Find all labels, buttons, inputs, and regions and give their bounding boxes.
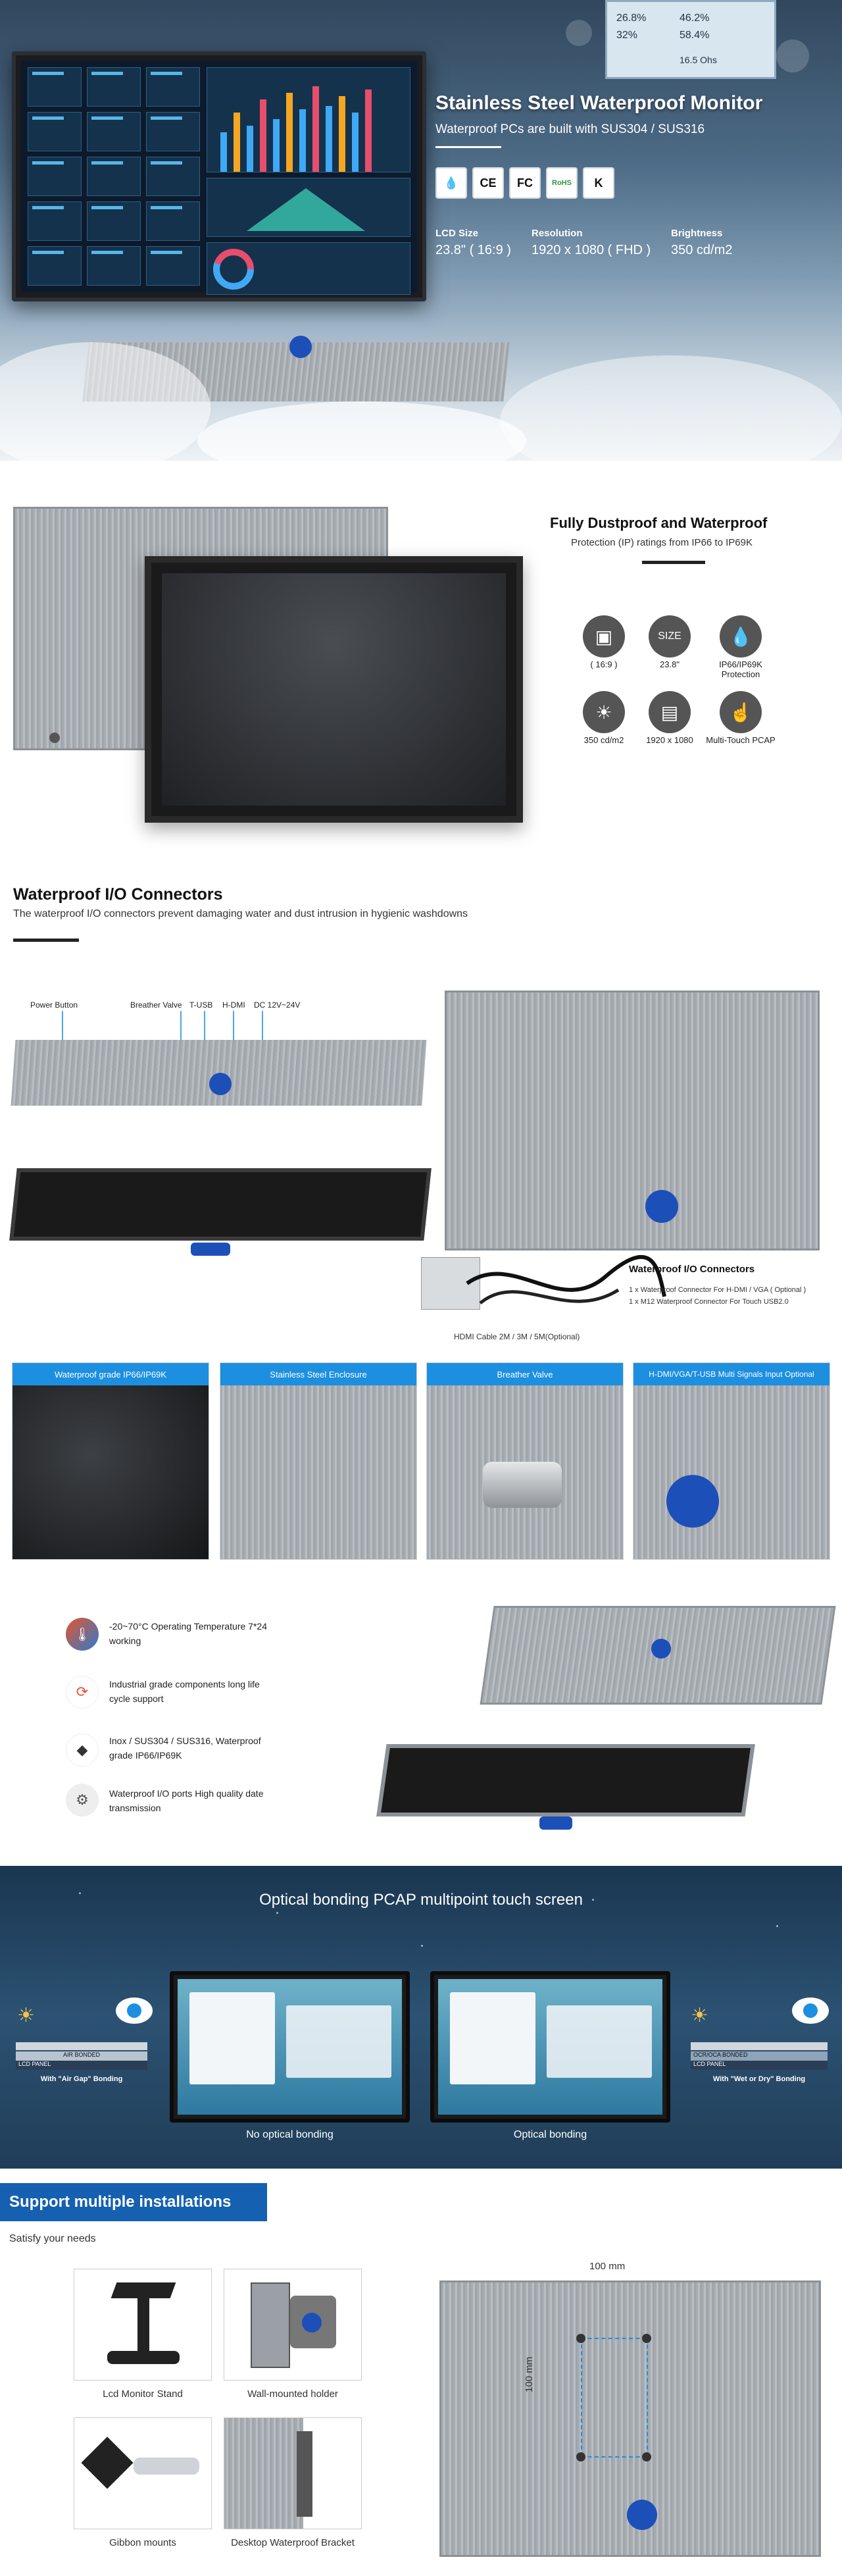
rohs-cert-icon: RoHS <box>546 167 578 199</box>
mount-gibbon-image <box>74 2417 212 2529</box>
vesa-plate-icon <box>81 2436 133 2488</box>
desktop-screen <box>178 1979 402 2115</box>
dim-line <box>581 2456 647 2458</box>
spec-value: 350 cd/m2 <box>671 243 733 257</box>
inset-value: 46.2% <box>680 13 710 24</box>
dim-line <box>581 2338 647 2339</box>
steel-texture <box>220 1385 416 1559</box>
shield-icon: ◆ <box>66 1734 99 1766</box>
eye-icon <box>116 1997 153 2024</box>
glass-layer <box>691 2042 828 2050</box>
cable-icon <box>460 1244 671 1323</box>
optical-section <box>0 1866 842 2169</box>
blue-connector-icon <box>666 1475 719 1528</box>
installation-banner: Support multiple installations <box>0 2183 267 2221</box>
card-heading: H-DMI/VGA/T-USB Multi Signals Input Optional <box>633 1363 830 1385</box>
card-breather-valve <box>426 1362 624 1560</box>
screw-hole-icon <box>576 2334 585 2343</box>
dashboard-tile <box>146 157 200 196</box>
eye-icon <box>792 1997 829 2024</box>
bar-chart-panel <box>207 67 410 172</box>
kc-cert-icon: K <box>583 167 614 199</box>
hdmi-connector-icon <box>209 1073 232 1095</box>
lcd-panel-layer: LCD PANEL <box>691 2061 828 2070</box>
mount-label: Wall-mounted holder <box>247 2388 338 2400</box>
sun-icon: ☀ <box>17 2005 35 2026</box>
bonding-caption: Optical bonding <box>513 2129 587 2140</box>
dashboard-tile <box>28 157 82 196</box>
dashboard-tile <box>146 112 200 151</box>
arm-icon <box>134 2458 199 2475</box>
io-section <box>0 849 842 1813</box>
breather-valve-icon <box>483 1462 562 1508</box>
resolution-icon: ▤ <box>649 691 691 733</box>
feature-label: Multi-Touch PCAP <box>706 735 776 745</box>
dimension-horizontal: 100 mm <box>589 2261 626 2272</box>
dashboard-tile <box>146 67 200 107</box>
ocr-bonded-layer: OCR/OCA BONDED <box>691 2051 828 2061</box>
star <box>421 1945 423 1947</box>
air-bonded-layer: AIR BONDED <box>16 2051 147 2061</box>
temperature-icon: 🌡 <box>66 1618 99 1651</box>
hero-section <box>0 0 842 461</box>
stand-pole-icon <box>137 2298 149 2351</box>
connector-icon <box>289 336 312 358</box>
bokeh-light <box>566 20 592 46</box>
dustproof-section <box>0 461 842 849</box>
io-title: Waterproof I/O Connectors <box>13 885 223 904</box>
mount-label: Lcd Monitor Stand <box>103 2388 183 2400</box>
mount-label: Gibbon mounts <box>109 2537 176 2548</box>
wet-screen <box>162 573 506 806</box>
mount-label: Desktop Waterproof Bracket <box>231 2537 355 2548</box>
card-waterproof-grade <box>12 1362 209 1560</box>
inset-value: 58.4% <box>680 30 710 41</box>
touch-icon: ☝ <box>720 691 762 733</box>
donut-chart-panel <box>207 242 410 295</box>
app-window <box>189 1992 275 2084</box>
dashboard-tile <box>87 246 141 286</box>
card-steel-enclosure <box>220 1362 417 1560</box>
feature-text: Waterproof I/O ports High quality date transmission <box>109 1788 264 1813</box>
spec-label: LCD Size <box>435 228 479 239</box>
connector-line: 1 x Waterproof Connector For H-DMI / VGA ( Optional ) <box>629 1286 806 1294</box>
feature-text: -20~70°C Operating Temperature 7*24 working <box>109 1621 267 1646</box>
label-dc-power: DC 12V~24V <box>254 1000 301 1010</box>
hero-background-screen <box>605 0 776 79</box>
air-gap-note: With "Air Gap" Bonding <box>40 2075 123 2083</box>
fcc-cert-icon: FC <box>509 167 541 199</box>
m12-connector-icon <box>645 1190 678 1223</box>
optical-title: Optical bonding PCAP multipoint touch screen <box>259 1891 583 1909</box>
star <box>276 1912 278 1914</box>
feature-label: 23.8" <box>660 659 680 669</box>
stand-head-icon <box>111 2282 176 2298</box>
donut-chart-icon <box>207 243 260 296</box>
io-divider <box>13 939 79 942</box>
card-heading: Breather Valve <box>427 1363 623 1385</box>
steel-panel-icon <box>224 2418 303 2529</box>
label-power-button: Power Button <box>30 1000 78 1010</box>
connector-line: 1 x M12 Waterproof Connector For Touch USB2.0 <box>629 1298 789 1306</box>
dustproof-divider <box>642 561 705 564</box>
bottom-connector-icon <box>191 1243 230 1256</box>
feature-label: 350 cd/m2 <box>583 735 624 745</box>
ce-cert-icon: CE <box>472 167 504 199</box>
monitor-optical-bonding <box>430 1971 670 2123</box>
label-breather-valve: Breather Valve <box>130 1000 182 1010</box>
screw-hole-icon <box>642 2452 651 2461</box>
inset-value: 26.8% <box>616 13 647 24</box>
monitor-bottom-view <box>9 1168 432 1241</box>
hero-monitor <box>12 51 426 301</box>
port-icon: ⚙ <box>66 1784 99 1816</box>
area-chart-panel <box>207 178 410 237</box>
cable-note: HDMI Cable 2M / 3M / 5M(Optional) <box>454 1332 580 1341</box>
vesa-rear-panel <box>439 2280 821 2557</box>
monitor-no-bonding <box>170 1971 410 2123</box>
feature-label: 1920 x 1080 <box>646 735 693 745</box>
feature-text: Industrial grade components long life cycle support <box>109 1679 260 1704</box>
dashboard-tile <box>146 201 200 241</box>
spec-value: 23.8" ( 16:9 ) <box>435 243 511 257</box>
dashboard-tile <box>87 157 141 196</box>
water-drop-icon: 💧 <box>720 615 762 657</box>
spec-label: Brightness <box>671 228 723 239</box>
waterproof-cert-icon: 💧 <box>435 167 467 199</box>
bracket-arm-icon <box>297 2431 312 2517</box>
size-icon: SIZE <box>649 615 691 657</box>
dashboard-tile <box>28 201 82 241</box>
dimension-vertical: 100 mm <box>524 2356 535 2392</box>
no-bonding-caption: No optical bonding <box>246 2129 334 2140</box>
dashboard-screen <box>21 61 417 292</box>
feature-label: IP66/IP69K Protection <box>719 659 762 679</box>
card-signal-inputs <box>633 1362 830 1560</box>
screw-hole-icon <box>576 2452 585 2461</box>
m12-connector-icon <box>627 2500 657 2530</box>
mount-desktop-image <box>224 2417 362 2529</box>
hero-subtitle: Waterproof PCs are built with SUS304 / SUS316 <box>435 122 705 136</box>
mount-wall-image <box>224 2269 362 2381</box>
card-heading: Stainless Steel Enclosure <box>220 1363 416 1385</box>
mount-stand-image <box>74 2269 212 2381</box>
hero-title: Stainless Steel Waterproof Monitor <box>435 92 763 114</box>
dashboard-tile <box>87 67 141 107</box>
bokeh-light <box>776 39 809 72</box>
label-t-usb: T-USB <box>189 1000 213 1010</box>
dim-line <box>647 2338 648 2456</box>
dashboard-tile <box>28 112 82 151</box>
area-chart-icon <box>207 178 411 238</box>
feature-text: Inox / SUS304 / SUS316, Waterproof grade IP66/IP69K <box>109 1736 261 1761</box>
steel-rear-large <box>445 991 820 1250</box>
card-heading: Waterproof grade IP66/IP69K <box>12 1363 209 1385</box>
io-subtitle: The waterproof I/O connectors prevent damaging water and dust intrusion in hygienic washdowns <box>13 908 468 919</box>
power-button-icon <box>49 733 60 743</box>
dustproof-title: Fully Dustproof and Waterproof <box>550 515 768 531</box>
feature-label: ( 16:9 ) <box>590 659 618 669</box>
app-window <box>286 2005 391 2078</box>
installation-section <box>0 2169 842 2576</box>
spec-value: 1920 x 1080 ( FHD ) <box>532 243 651 257</box>
screw-hole-icon <box>642 2334 651 2343</box>
stand-base-icon <box>107 2351 180 2364</box>
monitor-front <box>145 556 523 823</box>
spec-label: Resolution <box>532 228 583 239</box>
inset-value: 16.5 Ohs <box>680 55 717 65</box>
aspect-ratio-icon: ▣ <box>583 615 625 657</box>
installation-subtitle: Satisfy your needs <box>9 2233 96 2244</box>
knob-icon <box>302 2313 322 2332</box>
star <box>776 1925 778 1927</box>
dim-line <box>581 2338 582 2456</box>
bottom-connector-icon <box>539 1816 572 1830</box>
spec-resolution <box>532 228 651 258</box>
desktop-screen <box>438 1979 662 2115</box>
inset-value: 32% <box>616 30 638 41</box>
app-window <box>547 2005 652 2078</box>
steel-texture <box>633 1385 830 1559</box>
glass-layer <box>16 2042 147 2050</box>
sun-icon: ☀ <box>691 2005 708 2026</box>
wall-plate-icon <box>251 2282 290 2368</box>
dashboard-tile <box>87 112 141 151</box>
dashboard-tile <box>28 246 82 286</box>
wet-screen-closeup <box>12 1385 209 1559</box>
connectors-title: Waterproof I/O Connectors <box>629 1264 755 1275</box>
spec-lcd-size <box>435 228 511 258</box>
brightness-icon: ☀ <box>583 691 625 733</box>
dustproof-subtitle: Protection (IP) ratings from IP66 to IP69K <box>571 537 753 548</box>
lcd-panel-layer: LCD PANEL <box>16 2061 147 2070</box>
dashboard-tile <box>87 201 141 241</box>
lifecycle-icon: ⟳ <box>66 1676 99 1709</box>
monitor-angled <box>376 1744 755 1816</box>
hero-divider <box>435 146 501 148</box>
label-h-dmi: H-DMI <box>222 1000 245 1010</box>
connector-icon <box>651 1639 671 1659</box>
app-window <box>450 1992 535 2084</box>
spec-brightness <box>671 228 732 258</box>
wet-dry-note: With "Wet or Dry" Bonding <box>712 2075 806 2083</box>
dashboard-tile <box>146 246 200 286</box>
dashboard-tile <box>28 67 82 107</box>
